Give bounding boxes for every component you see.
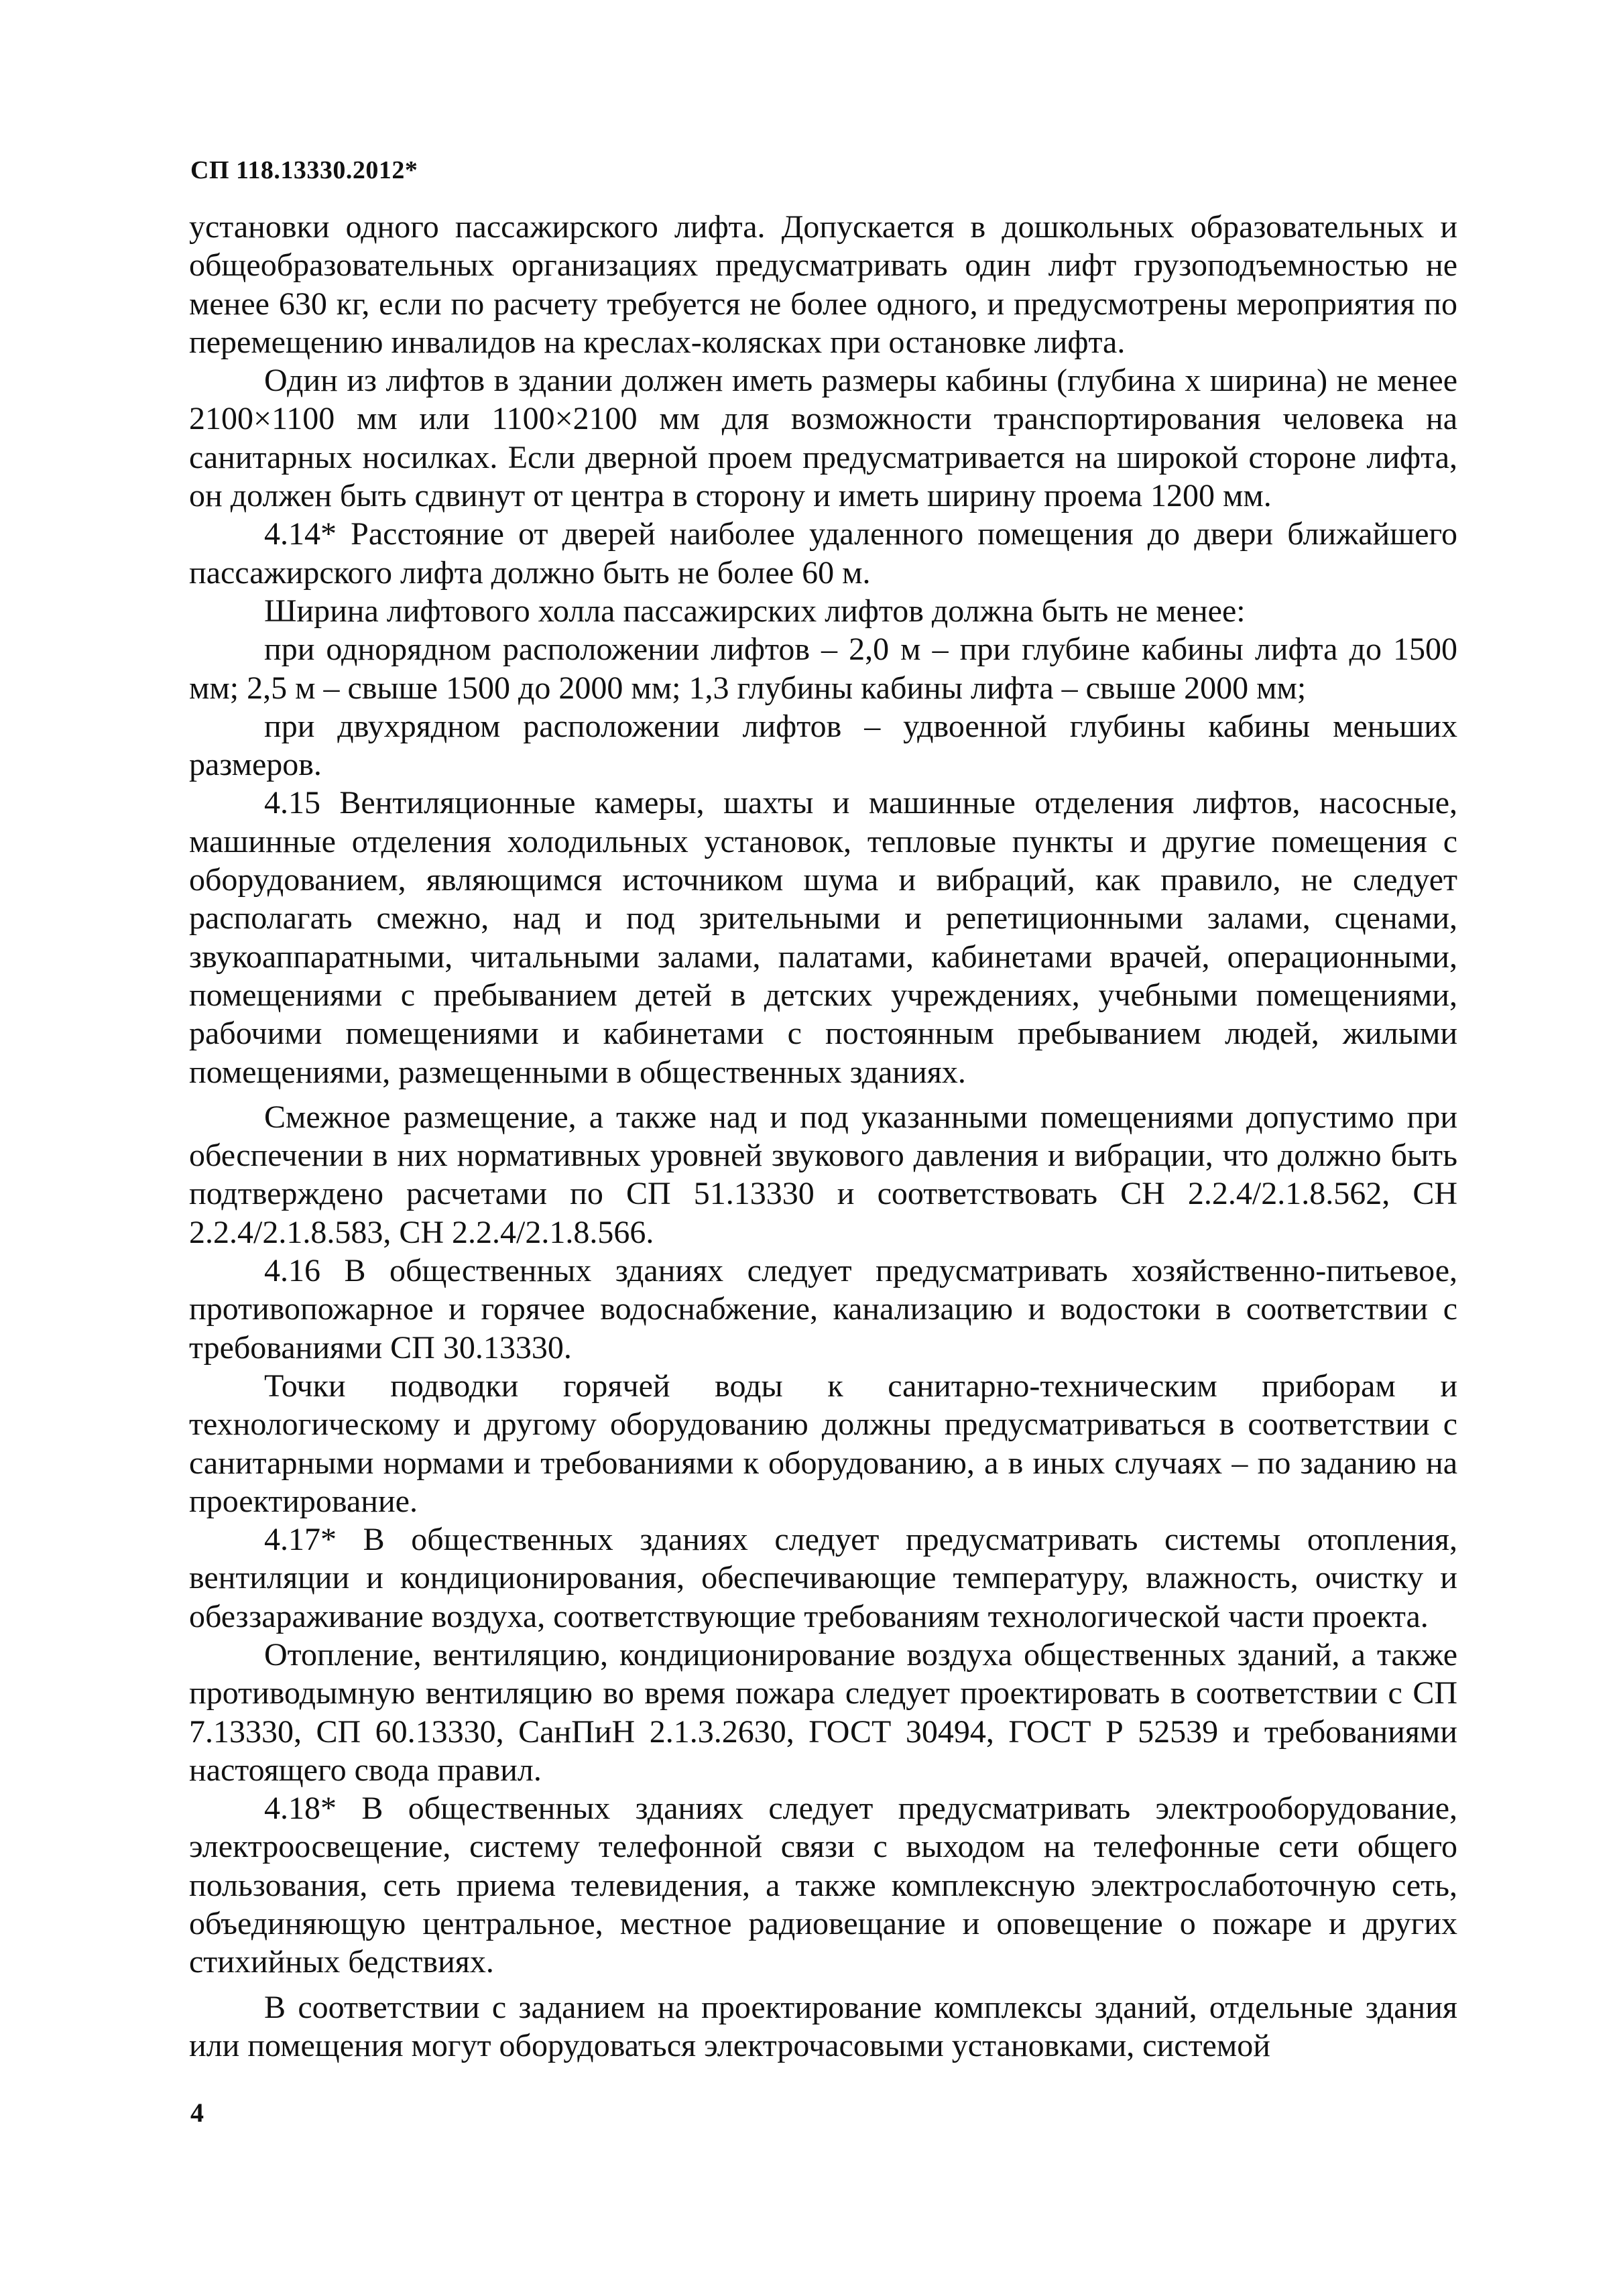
paragraph-11: 4.17* В общественных зданиях следует предусматривать системы отопления, вентиляции и кондиционирования, обеспечивающие температуру, влажность, очистку и обеззараживание воздуха, соответствующие требованиям технологической части проекта. [189, 1522, 1457, 1634]
paragraph-9: 4.16 В общественных зданиях следует предусматривать хозяйственно-питьевое, противопожарное и горячее водоснабжение, канализацию и водостоки в соответствии с требованиями СП 30.13330. [189, 1253, 1457, 1366]
document-code-header: СП 118.13330.2012* [190, 156, 418, 184]
paragraph-7: 4.15 Вентиляционные камеры, шахты и машинные отделения лифтов, насосные, машинные отделения холодильных установок, тепловые пункты и другие помещения с оборудованием, являющимся источником шума и вибраций, как правило, не следует располагать смежно, над и под зрительными и репетиционными залами, сценами, звукоаппаратными, читальными залами, палатами, кабинетами врачей, операционными, помещениями с пребыванием детей в детских учреждениях, учебными помещениями, рабочими помещениями и кабинетами с постоянным пребыванием людей, жилыми помещениями, размещенными в общественных зданиях. [189, 785, 1457, 1090]
paragraph-14: В соответствии с заданием на проектирование комплексы зданий, отдельные здания или помещения могут оборудоваться электрочасовыми установками, системой [189, 1989, 1457, 2063]
paragraph-5: при однорядном расположении лифтов – 2,0 м – при глубине кабины лифта до 1500 мм; 2,5 м – свыше 1500 до 2000 мм; 1,3 глубины кабины лифта – свыше 2000 мм; [189, 631, 1457, 706]
paragraph-1: установки одного пассажирского лифта. Допускается в дошкольных образовательных и общеобразовательных организациях предусматривать один лифт грузоподъемностью не менее 630 кг, если по расчету требуется не более одного, и предусмотрены мероприятия по перемещению инвалидов на креслах-колясках при остановке лифта. [189, 209, 1457, 360]
paragraph-3: 4.14* Расстояние от дверей наиболее удаленного помещения до двери ближайшего пассажирского лифта должно быть не более 60 м. [189, 516, 1457, 591]
paragraph-6: при двухрядном расположении лифтов – удвоенной глубины кабины меньших размеров. [189, 708, 1457, 783]
paragraph-10: Точки подводки горячей воды к санитарно-техническим приборам и технологическому и другому оборудованию должны предусматриваться в соответствии с санитарными нормами и требованиями к оборудованию, а в иных случаях – по заданию на проектирование. [189, 1368, 1457, 1519]
paragraph-2: Один из лифтов в здании должен иметь размеры кабины (глубина х ширина) не менее 2100×1100 мм или 1100×2100 мм для возможности транспортирования человека на санитарных носилках. Если дверной проем предусматривается на широкой стороне лифта, он должен быть сдвинут от центра в сторону и иметь ширину проема 1200 мм. [189, 363, 1457, 514]
body-text [189, 208, 1457, 2065]
paragraph-4: Ширина лифтового холла пассажирских лифтов должна быть не менее: [264, 593, 1246, 629]
page-number: 4 [190, 2098, 204, 2128]
paragraph-13: 4.18* В общественных зданиях следует предусматривать электрооборудование, электроосвещение, систему телефонной связи с выходом на телефонные сети общего пользования, сеть приема телевидения, а также комплексную электрослаботочную сеть, объединяющую центральное, местное радиовещание и оповещение о пожаре и других стихийных бедствиях. [189, 1791, 1457, 1980]
paragraph-8: Смежное размещение, а также над и под указанными помещениями допустимо при обеспечении в них нормативных уровней звукового давления и вибрации, что должно быть подтверждено расчетами по СП 51.13330 и соответствовать СН 2.2.4/2.1.8.562, СН 2.2.4/2.1.8.583, СН 2.2.4/2.1.8.566. [189, 1099, 1457, 1250]
paragraph-12: Отопление, вентиляцию, кондиционирование воздуха общественных зданий, а также противодымную вентиляцию во время пожара следует проектировать в соответствии с СП 7.13330, СП 60.13330, СанПиН 2.1.3.2630, ГОСТ 30494, ГОСТ Р 52539 и требованиями настоящего свода правил. [189, 1636, 1457, 1788]
